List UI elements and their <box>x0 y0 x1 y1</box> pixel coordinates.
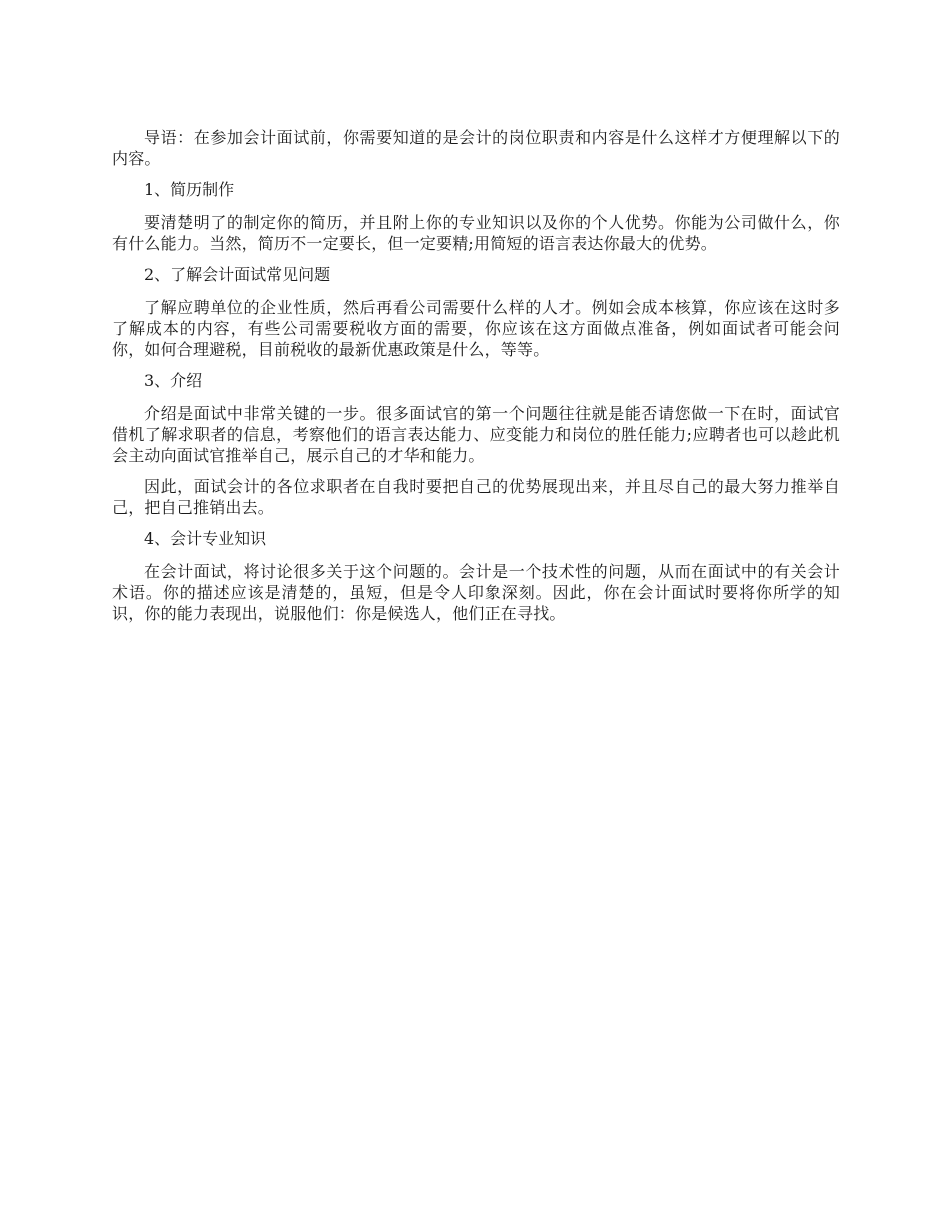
section-paragraph-professional-knowledge: 在会计面试，将讨论很多关于这个问题的。会计是一个技术性的问题，从而在面试中的有关会计术语。你的描述应该是清楚的，虽短，但是令人印象深刻。因此，你在会计面试时要将你所学的知识，你的能力表现出，说服他们：你是候选人，他们正在寻找。 <box>112 562 840 623</box>
section-paragraph-resume: 要清楚明了的制定你的简历，并且附上你的专业知识以及你的个人优势。你能为公司做什么，你有什么能力。当然，简历不一定要长，但一定要精;用简短的语言表达你最大的优势。 <box>112 213 840 253</box>
section-paragraph-introduction-1: 介绍是面试中非常关键的一步。很多面试官的第一个问题往往就是能否请您做一下在时，面试官借机了解求职者的信息，考察他们的语言表达能力、应变能力和岗位的胜任能力;应聘者也可以趁此机会主动向面试官推举自己，展示自己的才华和能力。 <box>112 404 840 465</box>
section-heading-introduction: 3、介绍 <box>144 371 203 390</box>
intro-paragraph: 导语：在参加会计面试前，你需要知道的是会计的岗位职责和内容是什么这样才方便理解以下的内容。 <box>112 128 840 168</box>
section-heading-professional-knowledge: 4、会计专业知识 <box>144 529 267 548</box>
section-heading-resume: 1、简历制作 <box>144 180 235 199</box>
section-paragraph-common-questions: 了解应聘单位的企业性质，然后再看公司需要什么样的人才。例如会成本核算，你应该在这时多了解成本的内容，有些公司需要税收方面的需要，你应该在这方面做点准备，例如面试者可能会问你，如何合理避税，目前税收的最新优惠政策是什么，等等。 <box>112 298 840 359</box>
document-body <box>112 127 840 634</box>
section-heading-common-questions: 2、了解会计面试常见问题 <box>144 265 331 284</box>
section-paragraph-introduction-2: 因此，面试会计的各位求职者在自我时要把自己的优势展现出来，并且尽自己的最大努力推举自己，把自己推销出去。 <box>112 477 840 517</box>
